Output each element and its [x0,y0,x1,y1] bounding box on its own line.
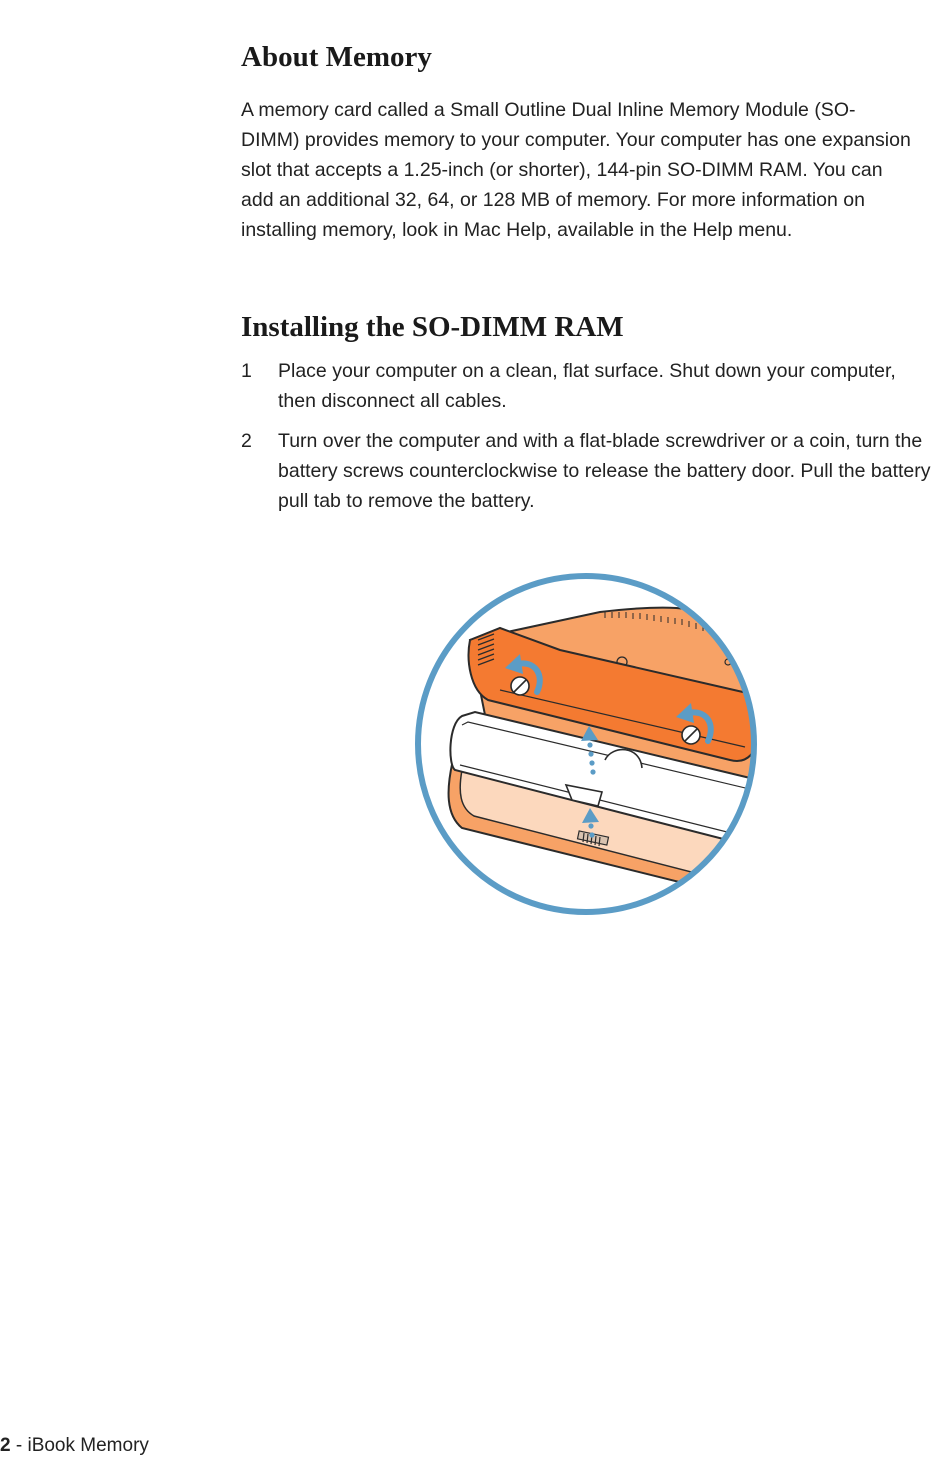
step-number: 2 [241,430,252,452]
page-number: 2 [0,1435,11,1456]
section-title-about-memory: About Memory [241,41,432,73]
step-text: Turn over the computer and with a flat-blade screwdriver or a coin, turn the battery screws counterclockwise to release the battery door. Pull the battery pull tab to remove the battery. [278,430,931,512]
battery-removal-illustration [405,565,765,925]
battery-screw-icon [511,677,529,695]
step-number: 1 [241,360,252,382]
step-text: Place your computer on a clean, flat surface. Shut down your computer, then disconnect all cables. [278,360,896,412]
step-item [241,426,931,516]
about-memory-paragraph: A memory card called a Small Outline Dual Inline Memory Module (SO-DIMM) provides memory to your computer. Your computer has one expansion slot that accepts a 1.25-inch (or shorter), 144-pin SO-DIMM RAM. You can add an additional 32, 64, or 128 MB of memory. For more information on installing memory, look in Mac Help, available in the Help menu. [241,99,911,241]
footer-separator: - [10,1435,28,1456]
section-title-installing: Installing the SO-DIMM RAM [241,311,624,343]
step-item [241,356,931,416]
page-footer [0,1434,149,1458]
battery-screw-icon [682,726,700,744]
footer-doc-title: iBook Memory [27,1435,149,1456]
